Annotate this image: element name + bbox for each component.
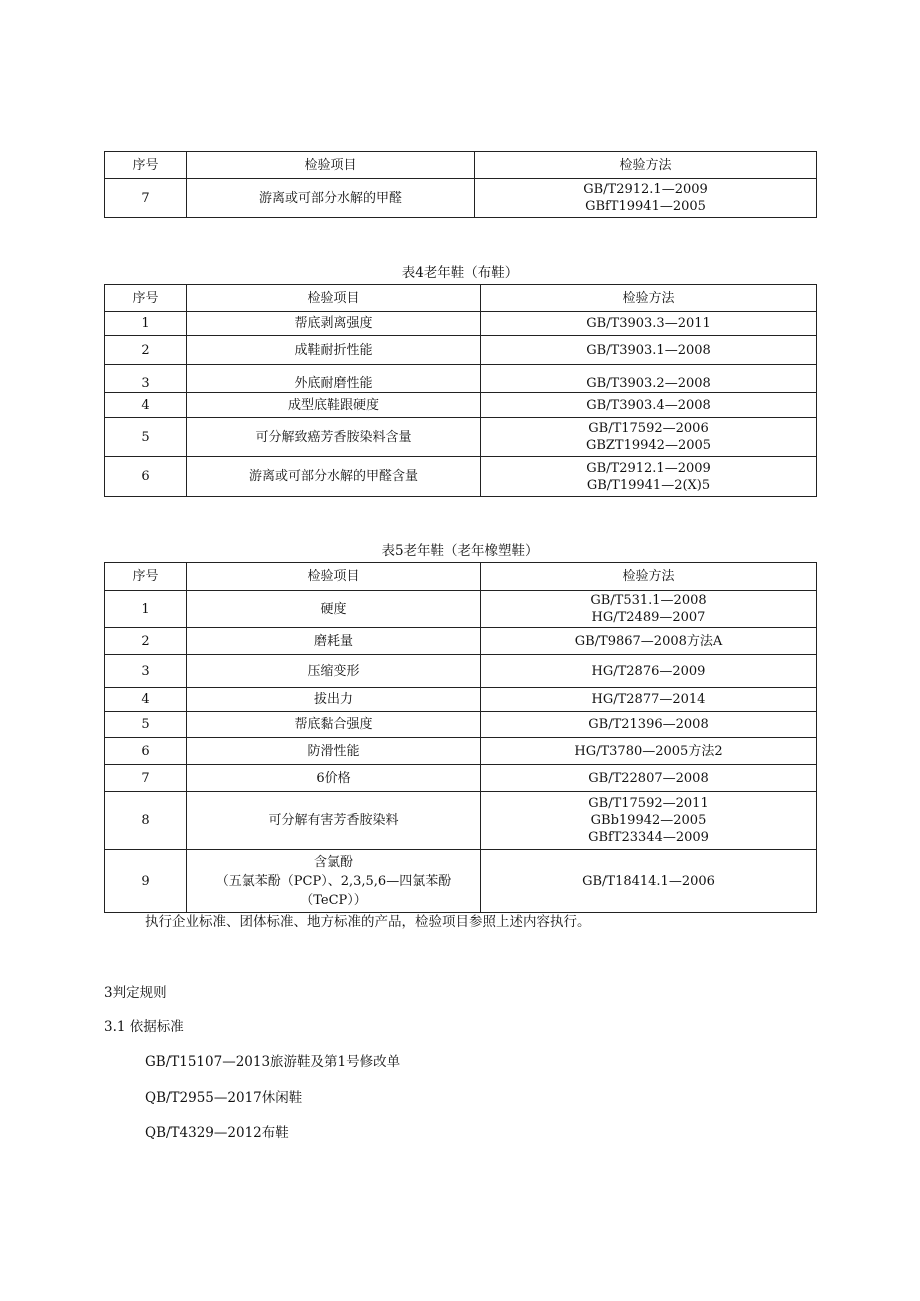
row-methods [481,591,817,628]
table-continued [104,151,817,218]
header-no: 序号 [105,285,187,312]
row-item: 帮底剥离强度 [187,312,481,336]
table-row [105,655,817,688]
table5-caption: 表5老年鞋（老年橡塑鞋） [381,543,539,559]
row-no: 7 [105,179,187,218]
table4-caption: 表4老年鞋（布鞋） [401,265,519,281]
row-item: 压缩变形 [187,655,481,688]
row-no: 3 [105,365,187,393]
table-row [105,179,817,218]
row-no: 6 [105,738,187,765]
table-row [105,792,817,850]
section-heading: 3判定规则 [104,985,167,1001]
row-method: GB/T22807—2008 [481,765,817,792]
row-item: 硬度 [187,591,481,628]
row-method: GB/T3903.1—2008 [481,336,817,365]
row-item: 拔出力 [187,688,481,712]
table-row [105,712,817,738]
row-no: 1 [105,312,187,336]
row-no: 9 [105,850,187,913]
row-method: GB/T21396—2008 [481,712,817,738]
header-method: 检验方法 [475,152,817,179]
row-item [187,850,481,913]
header-item: 检验项目 [187,563,481,591]
method-line: GB/T19941—2(X)5 [586,477,711,493]
row-no: 2 [105,336,187,365]
item-line: 含氯酚 [313,854,353,870]
row-method: HG/T3780—2005方法2 [481,738,817,765]
row-method: HG/T2876—2009 [481,655,817,688]
table-row [105,628,817,655]
row-methods [481,457,817,497]
row-no: 4 [105,393,187,418]
method-line: GB/T17592—2006 [588,421,709,436]
method-line: GB/T17592—2011 [588,796,709,811]
table-header-row [105,285,817,312]
standard-item: QB/T4329—2012布鞋 [145,1125,289,1141]
row-item: 游离或可部分水解的甲醛 [187,179,475,218]
row-method: GB/T3903.3—2011 [481,312,817,336]
table-row [105,457,817,497]
row-method: HG/T2877—2014 [481,688,817,712]
table-row [105,418,817,457]
item-line: （五氯苯酚（PCP）、2,3,5,6—四氯苯酚 [215,873,452,889]
method-line: GB/T531.1—2008 [590,593,707,608]
row-item: 游离或可部分水解的甲醛含量 [187,457,481,497]
row-no: 5 [105,418,187,457]
row-methods [481,418,817,457]
table-row [105,765,817,792]
row-item: 可分解致癌芳香胺染料含量 [187,418,481,457]
table-row [105,688,817,712]
table-header-row [105,152,817,179]
table5 [104,562,817,913]
standard-item: QB/T2955—2017休闲鞋 [145,1090,303,1106]
row-methods [475,179,817,218]
row-no: 8 [105,792,187,850]
standard-item: GB/T15107—2013旅游鞋及第1号修改单 [145,1054,401,1070]
item-line: （TeCP）） [300,892,367,908]
row-no: 4 [105,688,187,712]
header-item: 检验项目 [187,285,481,312]
method-line: GBb19942—2005 [590,813,707,828]
row-method: GB/T3903.4—2008 [481,393,817,418]
row-item: 成鞋耐折性能 [187,336,481,365]
table-row [105,312,817,336]
row-methods [481,792,817,850]
row-item: 帮底黏合强度 [187,712,481,738]
method-line: GB/T2912.1—2009 [586,460,711,476]
subsection-heading: 3.1 依据标准 [104,1019,184,1035]
header-method: 检验方法 [481,563,817,591]
row-no: 1 [105,591,187,628]
row-no: 7 [105,765,187,792]
row-no: 5 [105,712,187,738]
table-row [105,850,817,913]
row-no: 2 [105,628,187,655]
note-paragraph: 执行企业标准、团体标准、地方标准的产品，检验项目参照上述内容执行。 [145,914,591,930]
row-item: 磨耗量 [187,628,481,655]
table-header-row [105,563,817,591]
header-method: 检验方法 [481,285,817,312]
method-line: GBfT19941—2005 [585,199,706,214]
header-no: 序号 [105,563,187,591]
row-method: GB/T3903.2—2008 [481,365,817,393]
row-item: 防滑性能 [187,738,481,765]
row-item: 可分解有害芳香胺染料 [187,792,481,850]
table-row [105,591,817,628]
table-row [105,365,817,393]
method-line: GB/T2912.1—2009 [583,182,708,197]
method-line: GBfT23344—2009 [588,830,709,845]
row-no: 6 [105,457,187,497]
row-item: 成型底鞋跟硬度 [187,393,481,418]
row-no: 3 [105,655,187,688]
method-line: HG/T2489—2007 [591,610,706,625]
table-row [105,738,817,765]
table4 [104,284,817,497]
table-row [105,393,817,418]
row-method: GB/T9867—2008方法A [481,628,817,655]
row-item: 外底耐磨性能 [187,365,481,393]
header-no: 序号 [105,152,187,179]
row-method: GB/T18414.1—2006 [481,850,817,913]
header-item: 检验项目 [187,152,475,179]
method-line: GBZT19942—2005 [585,438,712,453]
row-item: 6价格 [187,765,481,792]
table-row [105,336,817,365]
